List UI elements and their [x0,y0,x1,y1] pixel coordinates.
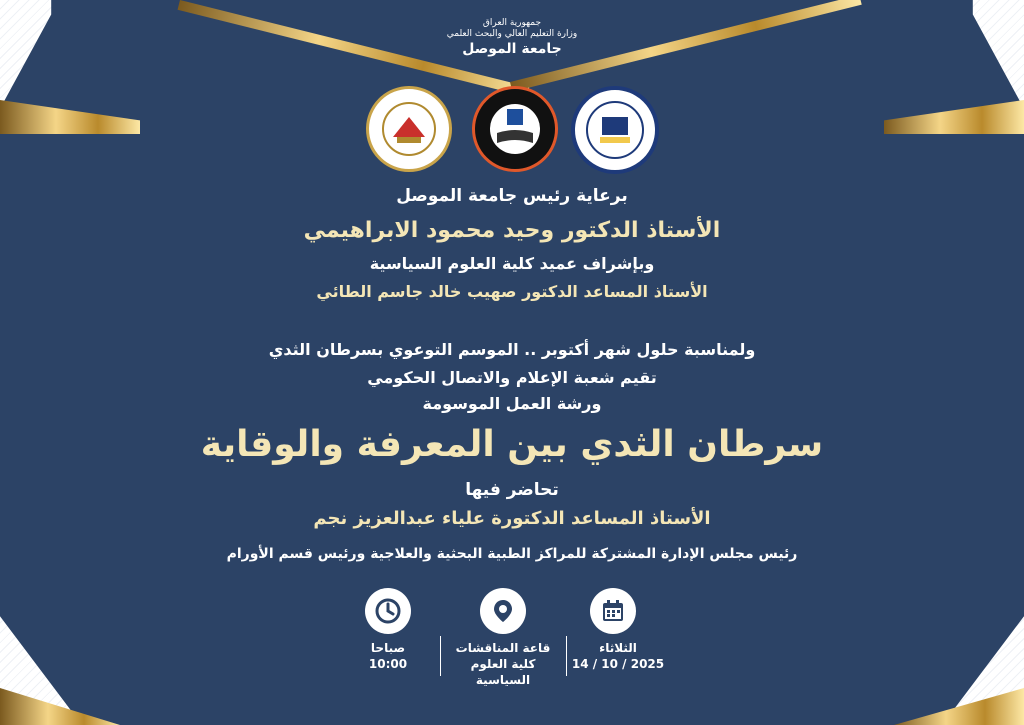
presented-by-line: تحاضر فيها [465,480,559,500]
speaker-role: رئيس مجلس الإدارة المشتركة للمراكز الطبية البحثية والعلاجية ورئيس قسم الأورام [226,546,798,562]
time-info [348,640,428,672]
ministry-emblem-icon [379,99,439,159]
date-value: 14 / 10 / 2025 [571,657,665,671]
occasion-line: ولمناسبة حلول شهر أكتوبر .. الموسم التوعوي بسرطان الثدي [268,340,756,359]
logos-row [0,84,1024,170]
calendar-icon [599,597,627,625]
location-pin-icon [489,597,517,625]
workshop-line: ورشة العمل الموسومة [422,394,602,413]
place-info [443,640,563,688]
location-icon-circle [480,588,526,634]
divider [440,636,441,676]
place-hall: قاعة المناقشات [455,641,551,655]
day-label: الثلاثاء [599,641,637,655]
calendar-icon-circle [590,588,636,634]
college-logo [571,86,659,174]
time-value: 10:00 [368,657,408,671]
divider [566,636,567,676]
college-emblem-icon [584,99,646,161]
event-details [0,584,1024,704]
university-name: جامعة الموصل [462,41,562,57]
supervision-line: وبإشراف عميد كلية العلوم السياسية [369,254,655,273]
president-name: الأستاذ الدكتور وحيد محمود الابراهيمي [303,218,721,243]
ministry-name: وزارة التعليم العالي والبحث العلمي [446,29,578,39]
date-info [568,640,668,672]
organizer-line: تقيم شعبة الإعلام والاتصال الحكومي [367,368,657,387]
country-name: جمهورية العراق [482,18,542,28]
ministry-header [0,18,1024,58]
clock-icon [374,597,402,625]
speaker-name: الأستاذ المساعد الدكتورة علياء عبدالعزيز نجم [313,508,711,529]
university-logo [472,86,558,172]
event-title: سرطان الثدي بين المعرفة والوقاية [200,424,824,465]
clock-icon-circle [365,588,411,634]
dean-name: الأستاذ المساعد الدكتور صهيب خالد جاسم الطائي [316,282,708,301]
time-label: صباحا [370,641,406,655]
ministry-logo [366,86,452,172]
place-college: كلية العلوم السياسية [470,657,536,687]
university-emblem-icon [485,99,545,159]
patronage-line: برعاية رئيس جامعة الموصل [396,186,628,206]
